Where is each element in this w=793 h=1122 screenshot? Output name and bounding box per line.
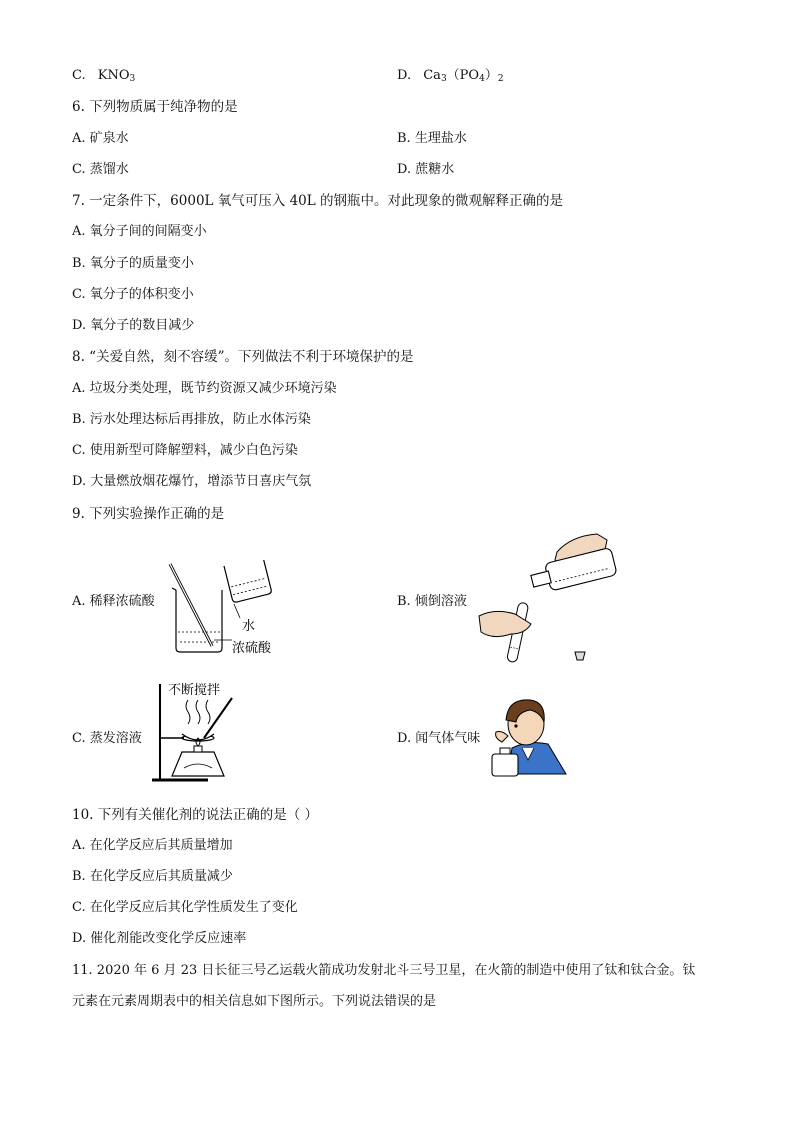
label-keep-stirring: 不断搅拌: [168, 683, 221, 698]
q8-option-b: B. 污水处理达标后再排放，防止水体污染: [72, 412, 311, 427]
subscript: 2: [497, 74, 504, 84]
q8-stem: 8. “关爱自然，刻不容缓”。下列做法不利于环境保护的是: [72, 349, 414, 365]
label-conc-acid: 浓硫酸: [232, 641, 272, 656]
q6-stem: 6. 下列物质属于纯净物的是: [72, 99, 238, 115]
q10-option-a: A. 在化学反应后其质量增加: [72, 838, 233, 853]
figure-smell-gas: [488, 690, 570, 780]
q6-option-d: D. 蔗糖水: [397, 162, 455, 177]
figure-dilute-acid: [162, 560, 287, 660]
q8-option-d: D. 大量燃放烟花爆竹，增添节日喜庆气氛: [72, 474, 312, 489]
q5-option-d: [397, 67, 504, 88]
subscript: 3: [440, 74, 447, 84]
q9-option-b: B. 倾倒溶液: [397, 594, 467, 609]
q9-stem: 9. 下列实验操作正确的是: [72, 506, 225, 522]
q11-stem-line1: 11. 2020 年 6 月 23 日长征三号乙运载火箭成功发射北斗三号卫星，在火箭的制造中使用了钛和钛合金。钛: [72, 963, 696, 978]
q10-option-c: C. 在化学反应后其化学性质发生了变化: [72, 900, 298, 915]
subscript: 4: [479, 74, 485, 84]
q9-option-a: A. 稀释浓硫酸: [72, 594, 155, 609]
option-letter: C.: [72, 68, 86, 83]
q7-option-d: D. 氧分子的数目减少: [72, 318, 195, 333]
option-text: KNO: [97, 68, 130, 83]
option-letter: D.: [397, 68, 412, 83]
q7-stem: 7. 一定条件下，6000L 氧气可压入 40L 的钢瓶中。对此现象的微观解释正确的是: [72, 193, 564, 209]
q10-stem: 10. 下列有关催化剂的说法正确的是（ ）: [72, 807, 319, 823]
subscript: 3: [129, 74, 136, 84]
q6-option-c: C. 蒸馏水: [72, 162, 129, 177]
q6-option-a: A. 矿泉水: [72, 131, 129, 146]
q10-option-d: D. 催化剂能改变化学反应速率: [72, 931, 247, 946]
option-text: （PO: [446, 68, 480, 83]
q8-option-c: C. 使用新型可降解塑料，减少白色污染: [72, 443, 298, 458]
q7-option-a: A. 氧分子间的间隔变小: [72, 224, 207, 239]
q10-option-b: B. 在化学反应后其质量减少: [72, 869, 233, 884]
q11-stem-line2: 元素在元素周期表中的相关信息如下图所示。下列说法错误的是: [72, 994, 437, 1009]
q9-option-d: D. 闻气体气味: [397, 731, 481, 746]
q9-option-c: C. 蒸发溶液: [72, 731, 142, 746]
figure-evaporate: [148, 680, 268, 786]
q7-option-b: B. 氧分子的质量变小: [72, 256, 194, 271]
q7-option-c: C. 氧分子的体积变小: [72, 287, 194, 302]
q8-option-a: A. 垃圾分类处理，既节约资源又减少环境污染: [72, 381, 337, 396]
option-text: ）: [484, 68, 498, 83]
q6-option-b: B. 生理盐水: [397, 131, 467, 146]
q5-option-c: [72, 67, 135, 88]
figure-pour-solution: [475, 530, 620, 665]
option-text: Ca: [423, 68, 441, 83]
label-water: 水: [242, 619, 256, 634]
